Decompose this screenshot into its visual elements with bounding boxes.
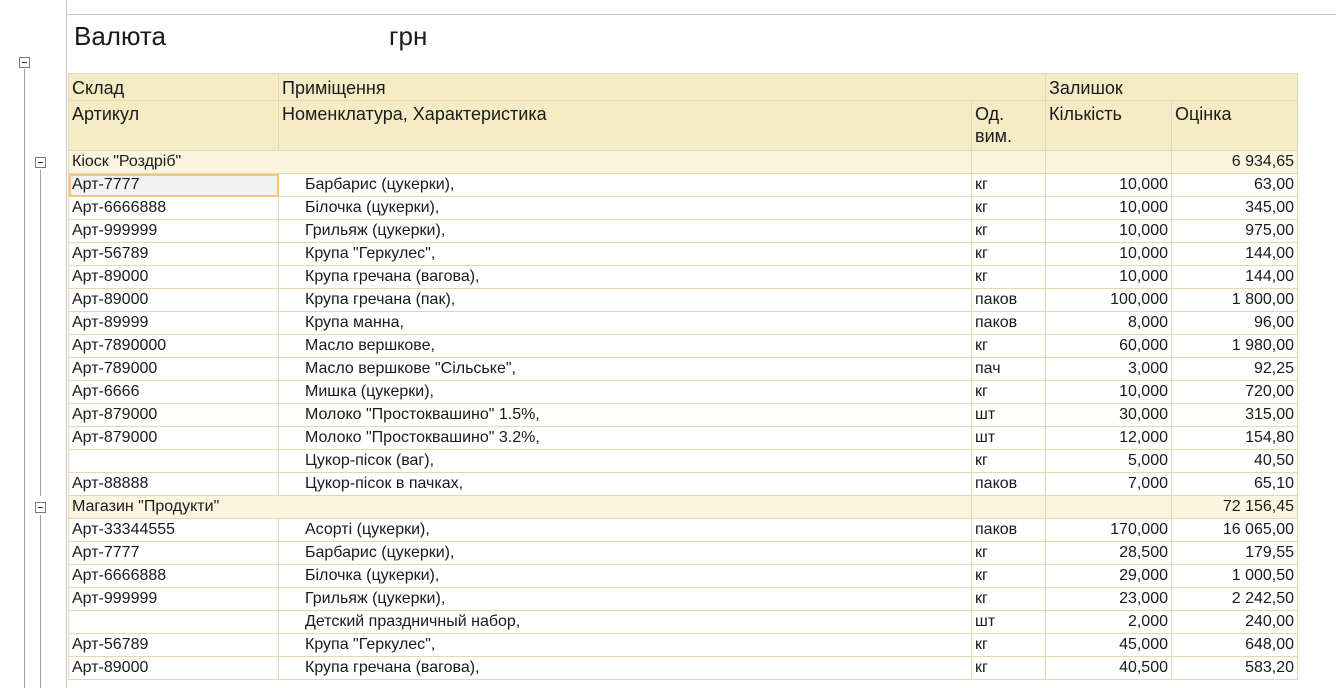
article-cell[interactable]: Арт-33344555 [69, 519, 279, 542]
unit-cell[interactable]: паков [972, 289, 1046, 312]
table-row[interactable] [69, 312, 1298, 335]
nomenclature-cell[interactable]: Молоко "Простоквашино" 3.2%, [279, 427, 972, 450]
nomenclature-cell[interactable]: Масло вершкове, [279, 335, 972, 358]
table-row[interactable] [69, 289, 1298, 312]
quantity-cell[interactable]: 60,000 [1046, 335, 1172, 358]
quantity-cell[interactable]: 40,500 [1046, 657, 1172, 680]
collapse-icon-group-2[interactable] [35, 502, 46, 513]
top-divider [67, 14, 1336, 15]
table-row[interactable] [69, 473, 1298, 496]
nomenclature-cell[interactable]: Крупа "Геркулес", [279, 634, 972, 657]
article-cell[interactable]: Арт-6666888 [69, 565, 279, 588]
valuation-cell[interactable]: 144,00 [1172, 266, 1298, 289]
currency-label: Валюта [74, 21, 166, 51]
unit-cell[interactable]: кг [972, 634, 1046, 657]
table-row[interactable] [69, 381, 1298, 404]
valuation-cell[interactable]: 1 000,50 [1172, 565, 1298, 588]
table-row[interactable] [69, 542, 1298, 565]
grouping-gutter [0, 0, 67, 688]
table-row[interactable] [69, 519, 1298, 542]
valuation-cell[interactable]: 315,00 [1172, 404, 1298, 427]
unit-cell[interactable]: кг [972, 450, 1046, 473]
nomenclature-cell[interactable]: Грильяж (цукерки), [279, 588, 972, 611]
article-cell[interactable] [69, 611, 279, 634]
currency-value: грн [389, 21, 428, 51]
nomenclature-cell[interactable]: Білочка (цукерки), [279, 197, 972, 220]
tree-line-outer [24, 69, 25, 688]
nomenclature-cell[interactable]: Детский праздничный набор, [279, 611, 972, 634]
nomenclature-cell[interactable]: Барбарис (цукерки), [279, 542, 972, 565]
valuation-cell[interactable]: 144,00 [1172, 243, 1298, 266]
article-cell[interactable]: Арт-89999 [69, 312, 279, 335]
article-cell[interactable]: Арт-999999 [69, 588, 279, 611]
table-row[interactable] [69, 634, 1298, 657]
unit-cell[interactable]: шт [972, 427, 1046, 450]
nomenclature-cell[interactable]: Барбарис (цукерки), [279, 174, 972, 197]
nomenclature-cell[interactable]: Крупа гречана (вагова), [279, 657, 972, 680]
quantity-cell[interactable]: 100,000 [1046, 289, 1172, 312]
unit-cell[interactable]: кг [972, 266, 1046, 289]
collapse-icon-group-1[interactable] [35, 157, 46, 168]
group-name: Магазин "Продукти" [69, 496, 972, 519]
table-row[interactable] [69, 174, 1298, 197]
article-cell[interactable]: Арт-879000 [69, 427, 279, 450]
valuation-cell[interactable]: 1 980,00 [1172, 335, 1298, 358]
valuation-cell[interactable]: 583,20 [1172, 657, 1298, 680]
nomenclature-cell[interactable]: Крупа гречана (вагова), [279, 266, 972, 289]
unit-cell[interactable]: паков [972, 312, 1046, 335]
table-row[interactable] [69, 611, 1298, 634]
quantity-cell[interactable]: 170,000 [1046, 519, 1172, 542]
column-header-article: Артикул [69, 101, 279, 151]
valuation-cell[interactable]: 63,00 [1172, 174, 1298, 197]
nomenclature-cell[interactable]: Крупа гречана (пак), [279, 289, 972, 312]
valuation-cell[interactable]: 154,80 [1172, 427, 1298, 450]
table-row[interactable] [69, 243, 1298, 266]
article-cell[interactable] [69, 450, 279, 473]
table-row[interactable] [69, 197, 1298, 220]
column-header-balance: Залишок [1046, 74, 1298, 101]
valuation-cell[interactable]: 65,10 [1172, 473, 1298, 496]
valuation-cell[interactable]: 720,00 [1172, 381, 1298, 404]
valuation-cell[interactable]: 240,00 [1172, 611, 1298, 634]
nomenclature-cell[interactable]: Мишка (цукерки), [279, 381, 972, 404]
group-qty-cell [1046, 151, 1172, 174]
table-row[interactable] [69, 266, 1298, 289]
unit-cell[interactable]: шт [972, 611, 1046, 634]
nomenclature-cell[interactable]: Молоко "Простоквашино" 1.5%, [279, 404, 972, 427]
quantity-cell[interactable]: 5,000 [1046, 450, 1172, 473]
column-header-valuation: Оцінка [1172, 101, 1298, 151]
article-cell[interactable]: Арт-879000 [69, 404, 279, 427]
nomenclature-cell[interactable]: Білочка (цукерки), [279, 565, 972, 588]
tree-line-group-1 [40, 170, 41, 496]
group-total: 6 934,65 [1172, 151, 1298, 174]
group-row[interactable] [69, 496, 1298, 519]
column-header-unit [972, 101, 1046, 151]
valuation-cell[interactable]: 40,50 [1172, 450, 1298, 473]
quantity-cell[interactable]: 12,000 [1046, 427, 1172, 450]
quantity-cell[interactable]: 10,000 [1046, 220, 1172, 243]
article-cell[interactable]: Арт-89000 [69, 266, 279, 289]
column-header-nomenclature: Номенклатура, Характеристика [279, 101, 972, 151]
quantity-cell[interactable]: 10,000 [1046, 197, 1172, 220]
quantity-cell[interactable]: 45,000 [1046, 634, 1172, 657]
quantity-cell[interactable]: 10,000 [1046, 381, 1172, 404]
valuation-cell[interactable]: 179,55 [1172, 542, 1298, 565]
nomenclature-cell[interactable]: Крупа "Геркулес", [279, 243, 972, 266]
unit-cell[interactable]: паков [972, 473, 1046, 496]
article-cell[interactable]: Арт-89000 [69, 657, 279, 680]
tree-line-group-2 [40, 515, 41, 688]
table-row[interactable] [69, 335, 1298, 358]
header-row-2 [69, 101, 1298, 151]
quantity-cell[interactable]: 30,000 [1046, 404, 1172, 427]
article-cell[interactable]: Арт-6666888 [69, 197, 279, 220]
table-row[interactable] [69, 588, 1298, 611]
column-header-unit-text: Од. вим. [975, 104, 1012, 146]
article-cell[interactable]: Арт-56789 [69, 243, 279, 266]
column-header-quantity: Кількість [1046, 101, 1172, 151]
valuation-cell[interactable]: 16 065,00 [1172, 519, 1298, 542]
column-header-warehouse: Склад [69, 74, 279, 101]
group-row[interactable] [69, 151, 1298, 174]
valuation-cell[interactable]: 345,00 [1172, 197, 1298, 220]
quantity-cell[interactable]: 10,000 [1046, 174, 1172, 197]
unit-cell[interactable]: кг [972, 381, 1046, 404]
valuation-cell[interactable]: 975,00 [1172, 220, 1298, 243]
header-row-1 [69, 74, 1298, 101]
group-qty-cell [1046, 496, 1172, 519]
valuation-cell[interactable]: 648,00 [1172, 634, 1298, 657]
quantity-cell[interactable]: 3,000 [1046, 358, 1172, 381]
table-row[interactable] [69, 358, 1298, 381]
unit-cell[interactable]: шт [972, 404, 1046, 427]
valuation-cell[interactable]: 1 800,00 [1172, 289, 1298, 312]
table-row[interactable] [69, 427, 1298, 450]
column-header-room: Приміщення [279, 74, 1046, 101]
nomenclature-cell[interactable]: Крупа манна, [279, 312, 972, 335]
unit-cell[interactable]: кг [972, 335, 1046, 358]
quantity-cell[interactable]: 8,000 [1046, 312, 1172, 335]
unit-cell[interactable]: кг [972, 220, 1046, 243]
group-total: 72 156,45 [1172, 496, 1298, 519]
unit-cell[interactable]: паков [972, 519, 1046, 542]
unit-cell[interactable]: кг [972, 657, 1046, 680]
quantity-cell[interactable]: 7,000 [1046, 473, 1172, 496]
group-name: Кіоск "Роздріб" [69, 151, 972, 174]
unit-cell[interactable]: пач [972, 358, 1046, 381]
article-cell[interactable]: Арт-7777 [69, 174, 279, 197]
valuation-cell[interactable]: 92,25 [1172, 358, 1298, 381]
nomenclature-cell[interactable]: Грильяж (цукерки), [279, 220, 972, 243]
article-cell[interactable]: Арт-88888 [69, 473, 279, 496]
nomenclature-cell[interactable]: Асорті (цукерки), [279, 519, 972, 542]
group-unit-cell [972, 496, 1046, 519]
valuation-cell[interactable]: 2 242,50 [1172, 588, 1298, 611]
quantity-cell[interactable]: 10,000 [1046, 243, 1172, 266]
table-row[interactable] [69, 404, 1298, 427]
article-cell[interactable]: Арт-6666 [69, 381, 279, 404]
quantity-cell[interactable]: 2,000 [1046, 611, 1172, 634]
nomenclature-cell[interactable]: Цукор-пісок в пачках, [279, 473, 972, 496]
quantity-cell[interactable]: 28,500 [1046, 542, 1172, 565]
article-cell[interactable]: Арт-789000 [69, 358, 279, 381]
report-table [68, 73, 1298, 680]
table-row[interactable] [69, 220, 1298, 243]
table-row[interactable] [69, 565, 1298, 588]
unit-cell[interactable]: кг [972, 197, 1046, 220]
article-cell[interactable]: Арт-7777 [69, 542, 279, 565]
article-cell[interactable]: Арт-89000 [69, 289, 279, 312]
quantity-cell[interactable]: 23,000 [1046, 588, 1172, 611]
table-row[interactable] [69, 657, 1298, 680]
collapse-icon-report[interactable] [19, 57, 30, 68]
quantity-cell[interactable]: 29,000 [1046, 565, 1172, 588]
table-row[interactable] [69, 450, 1298, 473]
valuation-cell[interactable]: 96,00 [1172, 312, 1298, 335]
quantity-cell[interactable]: 10,000 [1046, 266, 1172, 289]
unit-cell[interactable]: кг [972, 542, 1046, 565]
unit-cell[interactable]: кг [972, 565, 1046, 588]
article-cell[interactable]: Арт-999999 [69, 220, 279, 243]
unit-cell[interactable]: кг [972, 588, 1046, 611]
nomenclature-cell[interactable]: Цукор-пісок (ваг), [279, 450, 972, 473]
nomenclature-cell[interactable]: Масло вершкове "Сільське", [279, 358, 972, 381]
article-cell[interactable]: Арт-56789 [69, 634, 279, 657]
unit-cell[interactable]: кг [972, 243, 1046, 266]
article-cell[interactable]: Арт-7890000 [69, 335, 279, 358]
unit-cell[interactable]: кг [972, 174, 1046, 197]
group-unit-cell [972, 151, 1046, 174]
